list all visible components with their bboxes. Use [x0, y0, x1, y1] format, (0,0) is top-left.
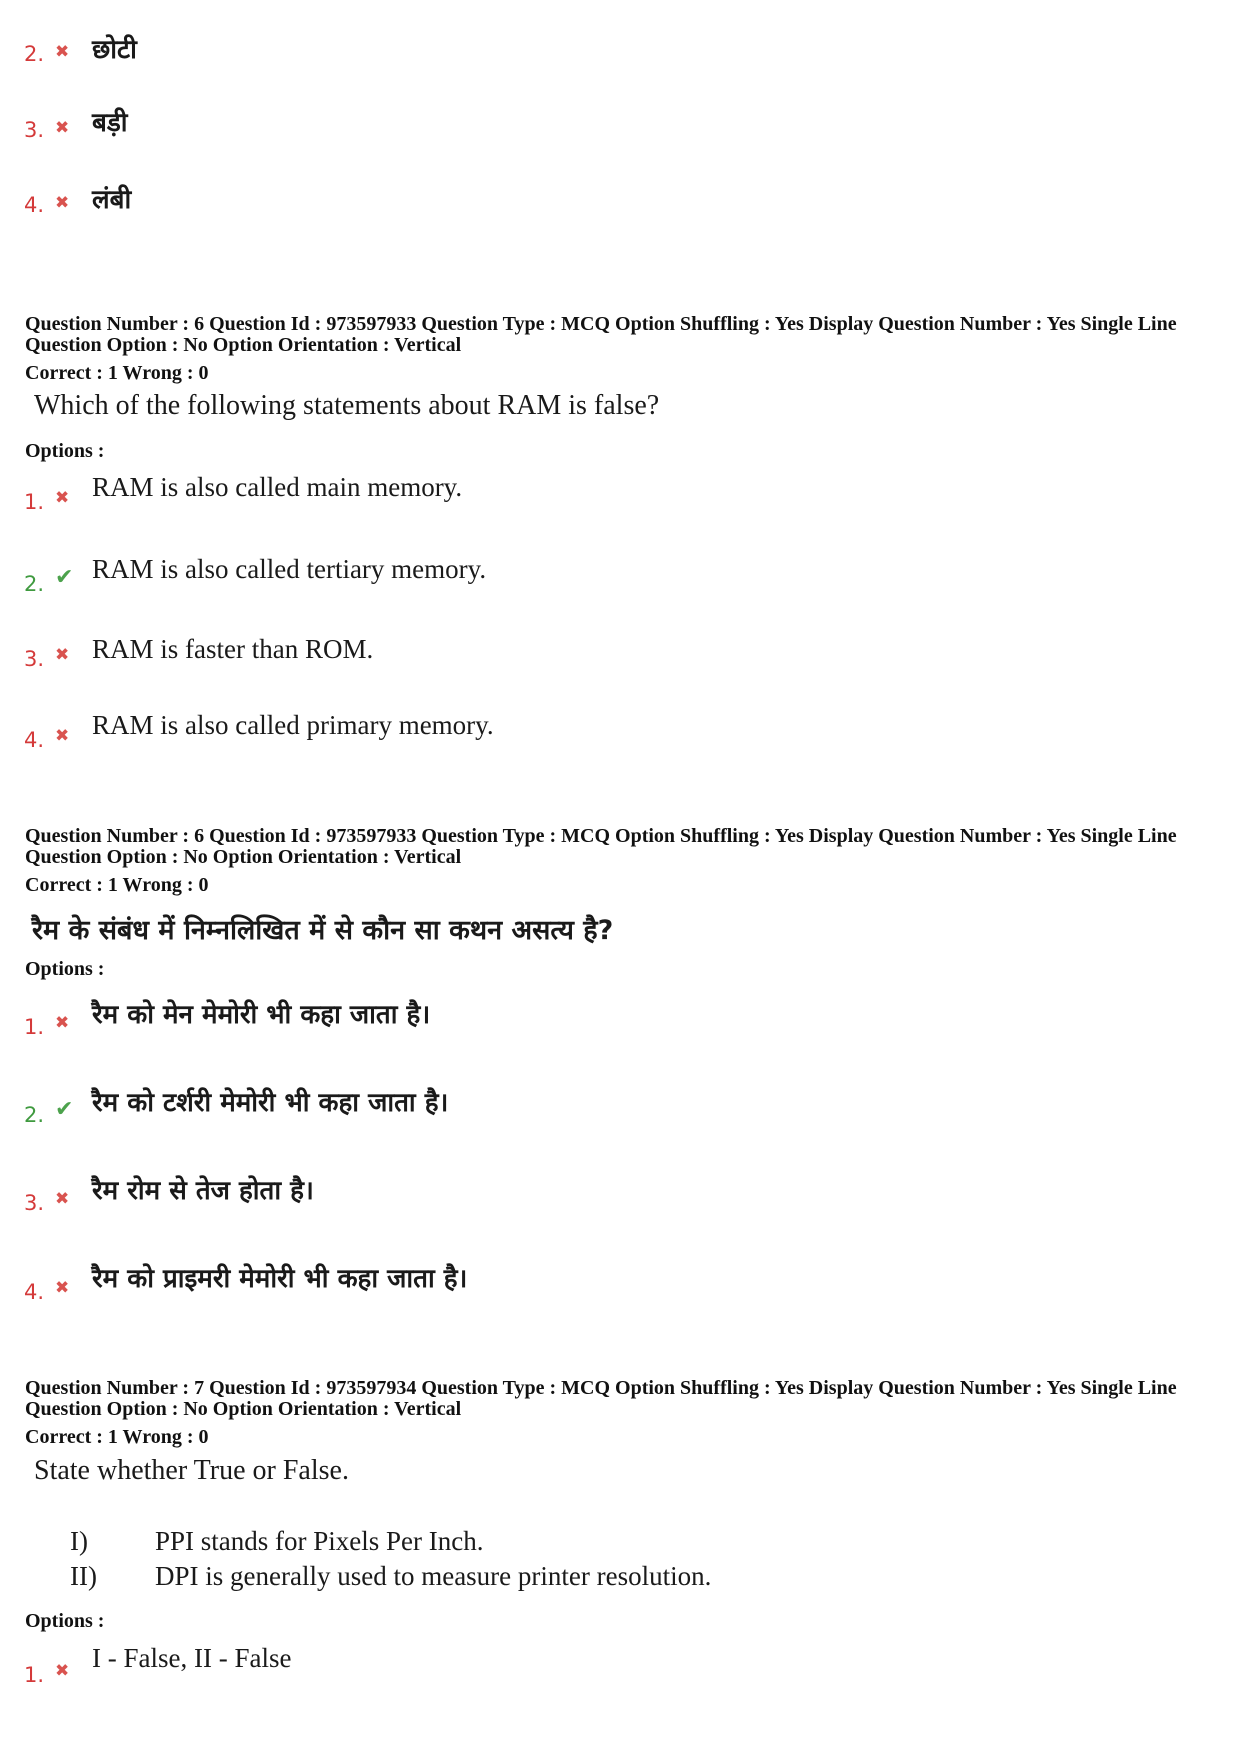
option-number: 3. [24, 647, 45, 671]
check-icon: ✔ [55, 1097, 74, 1122]
question-meta: Question Number : 6 Question Id : 973597933 Question Type : MCQ Option Shuffling : Yes Display Question Number : Yes Single Line Question Option : No Option Orientation : Vertical [25, 825, 1177, 868]
score-info: Correct : 1 Wrong : 0 [25, 1426, 209, 1448]
cross-icon: ✖ [55, 1661, 70, 1681]
option-number: 2. [24, 1103, 45, 1127]
check-icon: ✔ [55, 565, 74, 590]
option-number: 4. [24, 193, 45, 217]
cross-icon: ✖ [55, 1189, 70, 1209]
question-text: रैम के संबंध में निम्नलिखित में से कौन सा कथन असत्य है? [32, 915, 614, 946]
cross-icon: ✖ [55, 1013, 70, 1033]
option-number: 3. [24, 1191, 45, 1215]
cross-icon: ✖ [55, 1278, 70, 1298]
option-text: RAM is faster than ROM. [92, 634, 374, 664]
option-text: RAM is also called tertiary memory. [92, 554, 487, 584]
statement-text: DPI is generally used to measure printer resolution. [155, 1561, 712, 1591]
statement-number: II) [70, 1561, 97, 1591]
option-number: 2. [24, 572, 45, 596]
cross-icon: ✖ [55, 42, 70, 62]
cross-icon: ✖ [55, 193, 70, 213]
option-number: 2. [24, 42, 45, 66]
options-label: Options : [25, 958, 105, 980]
question-text: Which of the following statements about RAM is false? [34, 390, 660, 421]
cross-icon: ✖ [55, 488, 70, 508]
option-text: छोटी [92, 35, 137, 65]
options-label: Options : [25, 440, 105, 462]
option-text: रैम रोम से तेज होता है। [92, 1176, 314, 1206]
statement-number: I) [70, 1526, 88, 1556]
cross-icon: ✖ [55, 118, 70, 138]
cross-icon: ✖ [55, 726, 70, 746]
cross-icon: ✖ [55, 645, 70, 665]
option-number: 4. [24, 1280, 45, 1304]
option-number: 1. [24, 490, 45, 514]
option-number: 3. [24, 118, 45, 142]
question-text: State whether True or False. [34, 1455, 349, 1486]
score-info: Correct : 1 Wrong : 0 [25, 362, 209, 384]
score-info: Correct : 1 Wrong : 0 [25, 874, 209, 896]
option-text: RAM is also called main memory. [92, 472, 463, 502]
option-text: रैम को टर्शरी मेमोरी भी कहा जाता है। [92, 1088, 449, 1118]
question-meta: Question Number : 7 Question Id : 973597934 Question Type : MCQ Option Shuffling : Yes Display Question Number : Yes Single Line Question Option : No Option Orientation : Vertical [25, 1377, 1177, 1420]
options-label: Options : [25, 1610, 105, 1632]
statement-text: PPI stands for Pixels Per Inch. [155, 1526, 484, 1556]
option-number: 1. [24, 1015, 45, 1039]
option-text: रैम को प्राइमरी मेमोरी भी कहा जाता है। [92, 1264, 468, 1294]
option-text: RAM is also called primary memory. [92, 710, 494, 740]
option-text: I - False, II - False [92, 1643, 292, 1673]
option-number: 1. [24, 1663, 45, 1687]
option-text: लंबी [92, 185, 132, 215]
option-text: बड़ी [92, 108, 128, 138]
option-number: 4. [24, 728, 45, 752]
option-text: रैम को मेन मेमोरी भी कहा जाता है। [92, 1000, 431, 1030]
question-meta: Question Number : 6 Question Id : 973597933 Question Type : MCQ Option Shuffling : Yes Display Question Number : Yes Single Line Question Option : No Option Orientation : Vertical [25, 313, 1177, 356]
